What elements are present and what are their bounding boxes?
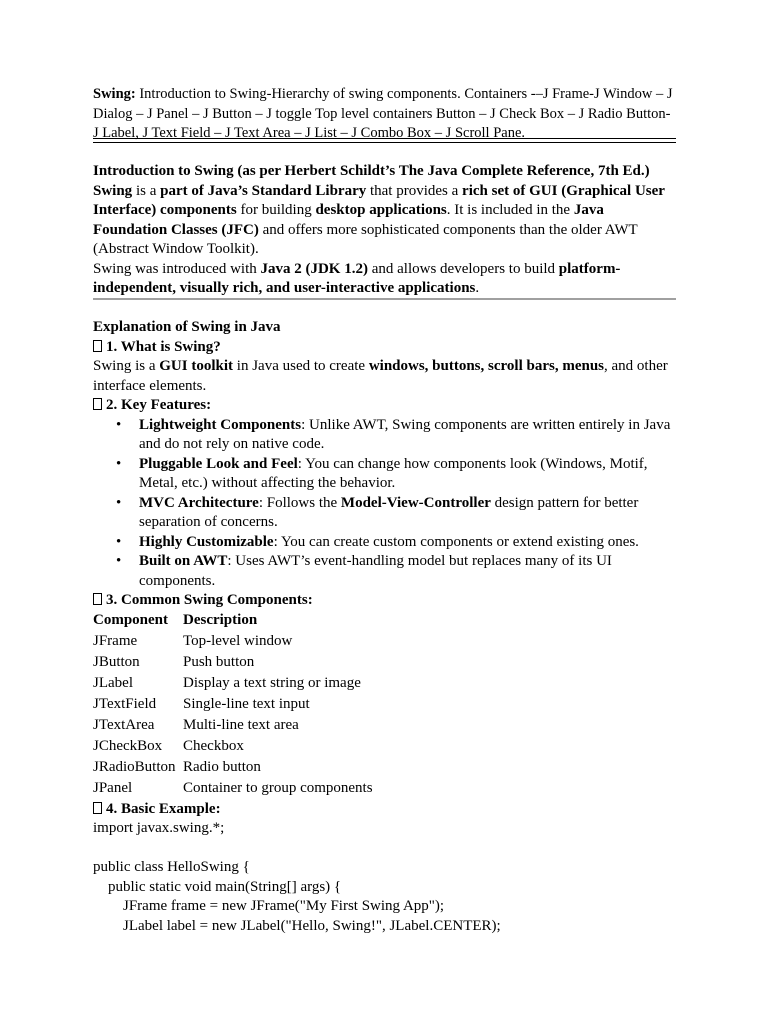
cell-component: JButton (93, 653, 140, 670)
cell-component: JTextField (93, 695, 157, 712)
q2-heading: 2. Key Features: (106, 397, 212, 413)
q3-heading: 3. Common Swing Components: (106, 592, 313, 608)
double-rule-divider (93, 138, 676, 143)
table-row (93, 779, 373, 800)
table-row (93, 674, 373, 695)
cell-description: Push button (183, 653, 255, 670)
q4-heading: 4. Basic Example: (106, 800, 221, 817)
explanation-section (93, 318, 676, 936)
intro-p1-s9: Java Foundation Classes (JFC) (93, 202, 604, 238)
intro-p1-s5: rich set of GUI (Graphical User Interface) components (93, 182, 665, 218)
cell-component: JLabel (93, 674, 133, 691)
feature-text: : Unlike AWT, Swing components are written entirely in Java and do not rely on native code. (139, 416, 671, 452)
intro-paragraph-1 (93, 182, 676, 260)
table-row (93, 695, 373, 716)
intro-paragraph-2 (93, 260, 676, 299)
intro-heading: Introduction to Swing (as per Herbert Schildt’s The Java Complete Reference, 7th Ed.) (93, 163, 650, 179)
cell-description: Checkbox (183, 737, 244, 754)
intro-p2-s3: and allows developers to build (367, 260, 559, 277)
bullet-icon: • (116, 533, 122, 550)
intro-p2-s1: Swing was introduced with (93, 260, 261, 277)
table-row (93, 632, 373, 653)
q1-s4: windows, buttons, scroll bars, menus (368, 358, 605, 374)
bullet-icon: • (116, 416, 122, 433)
feature-text: : You can create custom components or extend existing ones. (273, 533, 639, 550)
intro-p1-s1: Swing (93, 182, 133, 199)
gray-rule-divider (93, 298, 676, 300)
feature-text-2: design pattern for better separation of concerns. (139, 494, 639, 530)
q1-paragraph (93, 357, 676, 396)
bullet-icon: • (116, 553, 122, 569)
feature-title: MVC Architecture (139, 494, 259, 511)
list-item (116, 416, 676, 455)
cell-description: Single-line text input (183, 695, 310, 712)
table-row (93, 716, 373, 737)
feature-text: : You can change how components look (Windows, Motif, Metal, etc.) without affecting the behavior. (139, 455, 648, 491)
q1-s2: GUI toolkit (159, 358, 234, 374)
features-list (93, 416, 676, 592)
column-header-component: Component (93, 611, 169, 628)
q1-s1: Swing is a (93, 358, 160, 374)
q1-heading: 1. What is Swing? (106, 338, 221, 355)
cell-component: JPanel (93, 779, 133, 796)
code-example: import javax.swing.*; public class HelloSwing { public static void main(String[] args) { JFrame frame = new JFrame("My First Swing App"); JLabel label = new JLabel("Hello, Swing!", JLabel.CENTER); (93, 820, 501, 934)
feature-title: Pluggable Look and Feel (139, 455, 298, 472)
cell-component: JRadioButton (93, 758, 176, 775)
table-header-row (93, 611, 373, 632)
cell-description: Container to group components (183, 779, 373, 796)
feature-title: Built on AWT (139, 553, 228, 569)
feature-text: : Uses AWT’s event-handling model but replaces many of its UI components. (139, 553, 612, 589)
checkbox-glyph-icon (93, 340, 102, 352)
bullet-icon: • (116, 494, 122, 511)
feature-title-2: Model-View-Controller (340, 494, 491, 511)
explanation-heading: Explanation of Swing in Java (93, 319, 281, 335)
syllabus-text: Introduction to Swing-Hierarchy of swing components. Containers -–J Frame-J Window – J Dialog – J Panel – J Button – J toggle Top level containers Button – J Check Box – J Radio Button-J Label, J Text Field – J Text Area – J List – J Combo Box – J Scroll Pane. (93, 86, 673, 141)
table-row (93, 758, 373, 779)
checkbox-glyph-icon (93, 593, 102, 605)
list-item (116, 455, 676, 494)
table-row (93, 737, 373, 758)
cell-description: Display a text string or image (183, 674, 361, 691)
cell-description: Top-level window (183, 632, 293, 649)
checkbox-glyph-icon (93, 398, 102, 410)
cell-description: Radio button (183, 758, 261, 775)
checkbox-glyph-icon (93, 802, 102, 814)
intro-p1-s2: is a (132, 182, 161, 199)
intro-p1-s3: part of Java’s Standard Library (160, 182, 367, 199)
intro-p2-s4: platform-independent, visually rich, and user-interactive applications (93, 260, 621, 296)
syllabus-line (93, 85, 676, 144)
cell-component: JCheckBox (93, 737, 163, 754)
table-row (93, 653, 373, 674)
list-item (116, 552, 676, 591)
feature-title: Highly Customizable (139, 533, 274, 550)
intro-p1-s4: that provides a (366, 182, 463, 199)
intro-p1-s6: for building (236, 202, 316, 218)
intro-p2-s2: Java 2 (JDK 1.2) (260, 260, 368, 277)
intro-p1-s7: desktop applications (315, 202, 447, 218)
feature-title: Lightweight Components (139, 416, 302, 433)
cell-component: JFrame (93, 632, 138, 649)
components-table (93, 611, 373, 800)
intro-section (93, 162, 676, 299)
cell-description: Multi-line text area (183, 716, 299, 733)
intro-p1-s8: . It is included in the (446, 202, 574, 218)
syllabus-label: Swing: (93, 86, 136, 102)
q1-s3: in Java used to create (233, 358, 369, 374)
q1-s5: , and other interface elements. (93, 358, 668, 394)
bullet-icon: • (116, 455, 122, 472)
column-header-description: Description (183, 611, 258, 628)
list-item (116, 533, 676, 553)
intro-p1-s10: and offers more sophisticated components than the older AWT (Abstract Window Toolkit). (93, 221, 638, 257)
feature-text: : Follows the (258, 494, 341, 511)
list-item (116, 494, 676, 533)
cell-component: JTextArea (93, 716, 155, 733)
intro-p2-s5: . (475, 280, 480, 296)
